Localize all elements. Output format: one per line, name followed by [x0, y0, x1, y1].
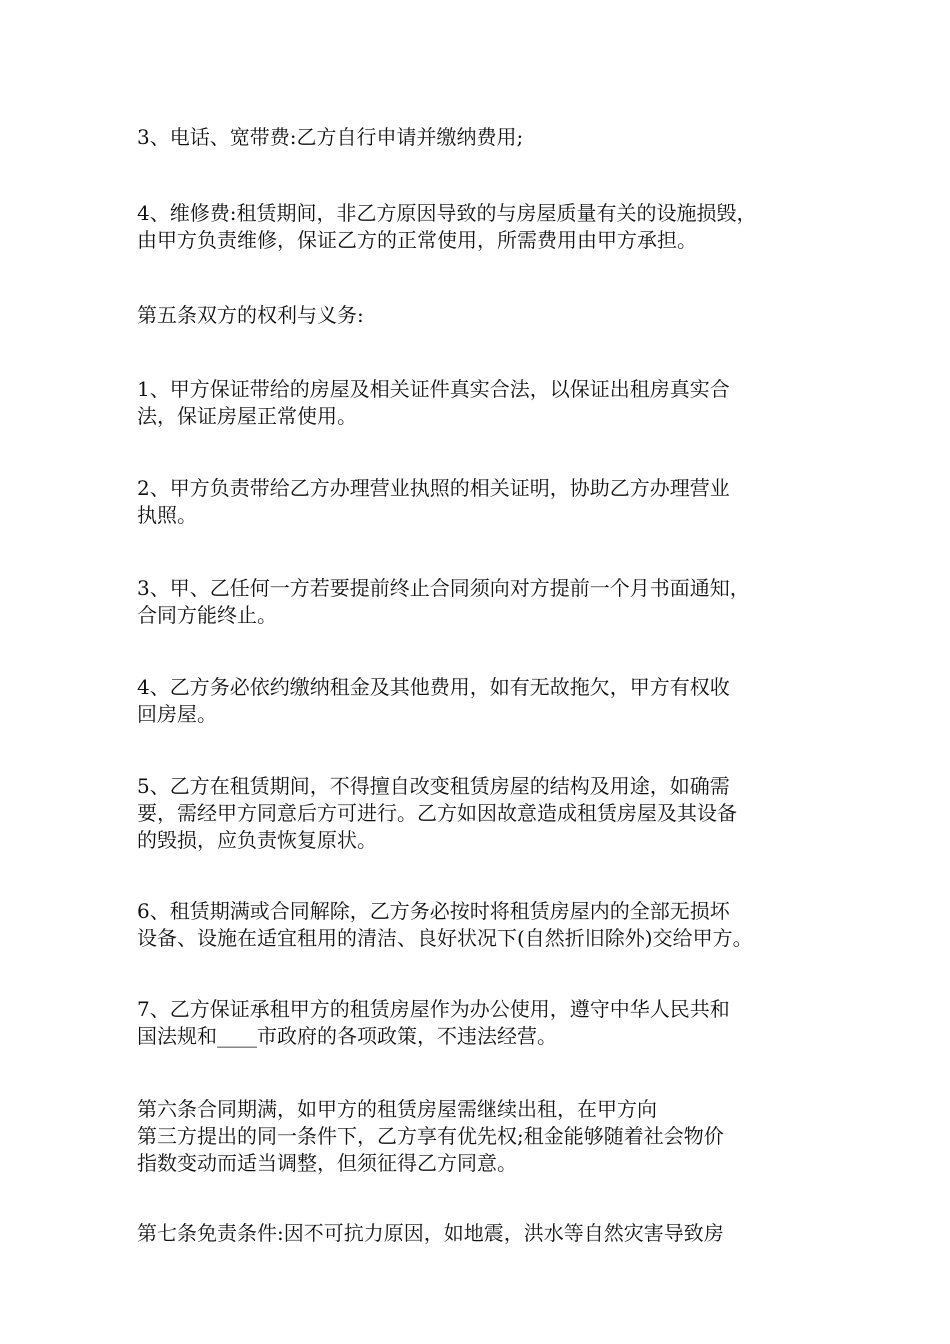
paragraph-utility-phone-broadband — [137, 124, 837, 151]
text-line: 第五条双方的权利与义务: — [137, 303, 364, 327]
text-line: 第六条合同期满，如甲方的租赁房屋需继续出租，在甲方向 — [137, 1097, 657, 1121]
paragraph-clause-1 — [137, 376, 837, 430]
paragraph-clause-3 — [137, 575, 837, 629]
text-line: 3、甲、乙任何一方若要提前终止合同须向对方提前一个月书面通知， — [137, 576, 750, 600]
text-line: 法，保证房屋正常使用。 — [137, 404, 357, 428]
paragraph-article-6 — [137, 1096, 837, 1177]
text-line: 执照。 — [137, 503, 197, 527]
text-line: 4、乙方务必依约缴纳租金及其他费用，如有无故拖欠，甲方有权收 — [137, 675, 730, 699]
text-line: 回房屋。 — [137, 702, 217, 726]
paragraph-article-7 — [137, 1220, 837, 1247]
text-line: 国法规和____市政府的各项政策，不违法经营。 — [137, 1024, 557, 1048]
text-line: 指数变动而适当调整，但须征得乙方同意。 — [137, 1151, 517, 1175]
text-line: 1、甲方保证带给的房屋及相关证件真实合法，以保证出租房真实合 — [137, 377, 730, 401]
paragraph-clause-5 — [137, 773, 837, 854]
text-line: 6、租赁期满或合同解除，乙方务必按时将租赁房屋内的全部无损坏 — [137, 899, 730, 923]
paragraph-clause-4 — [137, 674, 837, 728]
section-heading-article-5 — [137, 302, 837, 329]
paragraph-clause-6 — [137, 898, 837, 952]
text-line: 第三方提出的同一条件下，乙方享有优先权;租金能够随着社会物价 — [137, 1124, 724, 1148]
text-line: 4、维修费:租赁期间，非乙方原因导致的与房屋质量有关的设施损毁， — [137, 201, 757, 225]
text-line: 要，需经甲方同意后方可进行。乙方如因故意造成租赁房屋及其设备 — [137, 801, 737, 825]
text-line: 合同方能终止。 — [137, 603, 277, 627]
text-line: 的毁损，应负责恢复原状。 — [137, 828, 377, 852]
paragraph-maintenance-fee — [137, 200, 837, 254]
text-line: 7、乙方保证承租甲方的租赁房屋作为办公使用，遵守中华人民共和 — [137, 997, 730, 1021]
text-line: 3、电话、宽带费:乙方自行申请并缴纳费用; — [137, 125, 524, 149]
text-line: 设备、设施在适宜租用的清洁、良好状况下(自然折旧除外)交给甲方。 — [137, 926, 753, 950]
text-line: 第七条免责条件:因不可抗力原因，如地震，洪水等自然灾害导致房 — [137, 1221, 724, 1245]
text-line: 5、乙方在租赁期间，不得擅自改变租赁房屋的结构及用途，如确需 — [137, 774, 730, 798]
paragraph-clause-2 — [137, 475, 837, 529]
text-line: 由甲方负责维修，保证乙方的正常使用，所需费用由甲方承担。 — [137, 228, 697, 252]
paragraph-clause-7 — [137, 996, 837, 1050]
text-line: 2、甲方负责带给乙方办理营业执照的相关证明，协助乙方办理营业 — [137, 476, 730, 500]
